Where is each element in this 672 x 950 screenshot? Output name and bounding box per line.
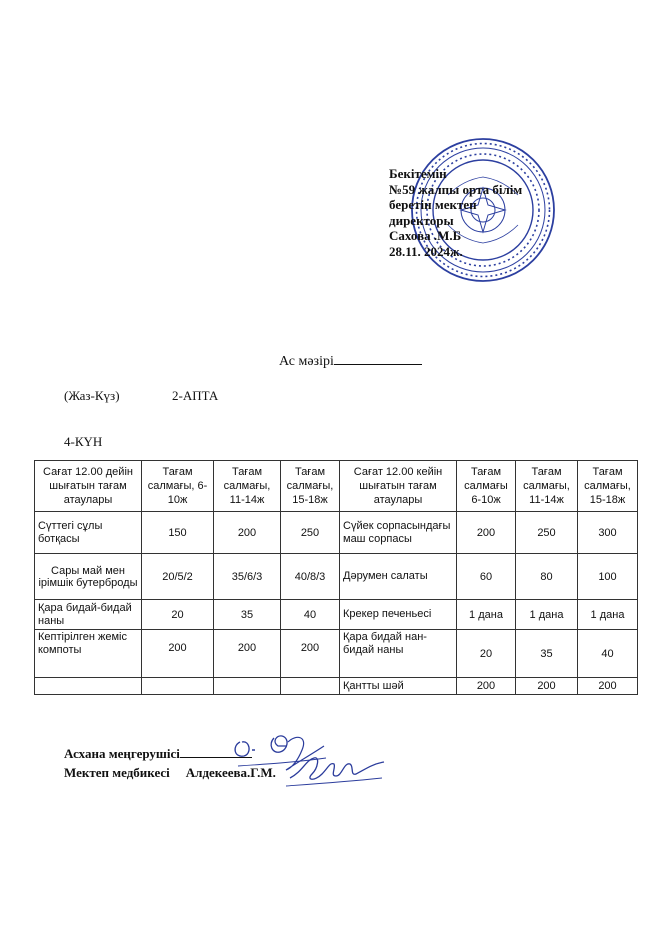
table-cell: 100 — [578, 554, 638, 600]
table-header-row — [35, 461, 638, 512]
kitchen-head-signature — [64, 745, 252, 762]
week-label: 2-АПТА — [172, 388, 219, 403]
table-cell: Қара бидай-бидай наны — [35, 600, 142, 630]
header-cell: Сағат 12.00 кейін шығатын тағам атаулары — [340, 461, 457, 512]
header-cell: Тағам салмағы, 6-10ж — [142, 461, 214, 512]
table-cell: 40 — [281, 600, 340, 630]
table-cell: 40/8/3 — [281, 554, 340, 600]
table-cell: 20 — [457, 630, 516, 678]
table-cell: Сүйек сорпасындағы маш сорпасы — [340, 512, 457, 554]
table-cell — [35, 678, 142, 695]
approval-date: 28.11. 2024ж. — [389, 243, 463, 259]
table-cell: Дәрумен салаты — [340, 554, 457, 600]
table-cell: Қантты шәй — [340, 678, 457, 695]
table-cell: 200 — [457, 512, 516, 554]
table-cell: 200 — [214, 512, 281, 554]
menu-title — [279, 352, 422, 370]
header-cell: Тағам салмағы, 15-18ж — [578, 461, 638, 512]
table-cell — [281, 678, 340, 695]
table-cell — [214, 678, 281, 695]
kitchen-head-label: Асхана меңгерушісі — [64, 746, 180, 761]
table-cell: 20 — [142, 600, 214, 630]
table-cell: 35 — [214, 600, 281, 630]
table-cell: 150 — [142, 512, 214, 554]
table-row — [35, 600, 638, 630]
table-cell: 200 — [516, 678, 578, 695]
header-cell: Тағам салмағы, 15-18ж — [281, 461, 340, 512]
table-row — [35, 678, 638, 695]
table-cell: 80 — [516, 554, 578, 600]
approval-line: Бекітемін — [389, 166, 447, 181]
table-cell: 200 — [142, 630, 214, 678]
table-row — [35, 554, 638, 600]
table-cell: 300 — [578, 512, 638, 554]
table-cell: 35 — [516, 630, 578, 678]
menu-title-text: Ас мәзірі — [279, 354, 334, 369]
table-cell: 200 — [457, 678, 516, 695]
table-cell: Сары май мен ірімшік бутерброды — [35, 554, 142, 600]
table-cell: 1 дана — [457, 600, 516, 630]
header-cell: Сағат 12.00 дейін шығатын тағам атаулары — [35, 461, 142, 512]
table-row — [35, 630, 638, 678]
approval-line: №59 жалпы орта білім — [389, 181, 523, 197]
table-cell: 1 дана — [578, 600, 638, 630]
day-label: 4-КҮН — [64, 434, 103, 449]
table-cell: 60 — [457, 554, 516, 600]
table-cell: 200 — [281, 630, 340, 678]
season-label: (Жаз-Күз) — [64, 388, 120, 403]
table-row — [35, 512, 638, 554]
nurse-name: Алдекеева.Г.М. — [185, 765, 276, 780]
table-cell: Қара бидай нан-бидай наны — [340, 630, 457, 678]
table-cell: Крекер печеньесі — [340, 600, 457, 630]
approval-block — [389, 166, 522, 259]
nurse-label: Мектеп медбикесі — [64, 765, 170, 780]
approval-line: директоры — [389, 212, 454, 228]
header-cell: Тағам салмағы 6-10ж — [457, 461, 516, 512]
header-cell: Тағам салмағы, 11-14ж — [516, 461, 578, 512]
approval-line: беретін мектеп — [389, 197, 477, 212]
table-cell: 200 — [214, 630, 281, 678]
table-cell — [142, 678, 214, 695]
table-cell: 250 — [281, 512, 340, 554]
table-cell: 200 — [578, 678, 638, 695]
handwritten-signature — [284, 742, 386, 792]
title-underline — [334, 352, 422, 365]
table-cell: 20/5/2 — [142, 554, 214, 600]
table-cell: 40 — [578, 630, 638, 678]
menu-table — [34, 460, 638, 695]
table-cell: 35/6/3 — [214, 554, 281, 600]
table-cell: Кептірілген жеміс компоты — [35, 630, 142, 678]
table-cell: 250 — [516, 512, 578, 554]
table-cell: Сүттегі сұлы ботқасы — [35, 512, 142, 554]
approval-line: Сахова .М.Б — [389, 228, 462, 243]
table-cell: 1 дана — [516, 600, 578, 630]
header-cell: Тағам салмағы, 11-14ж — [214, 461, 281, 512]
